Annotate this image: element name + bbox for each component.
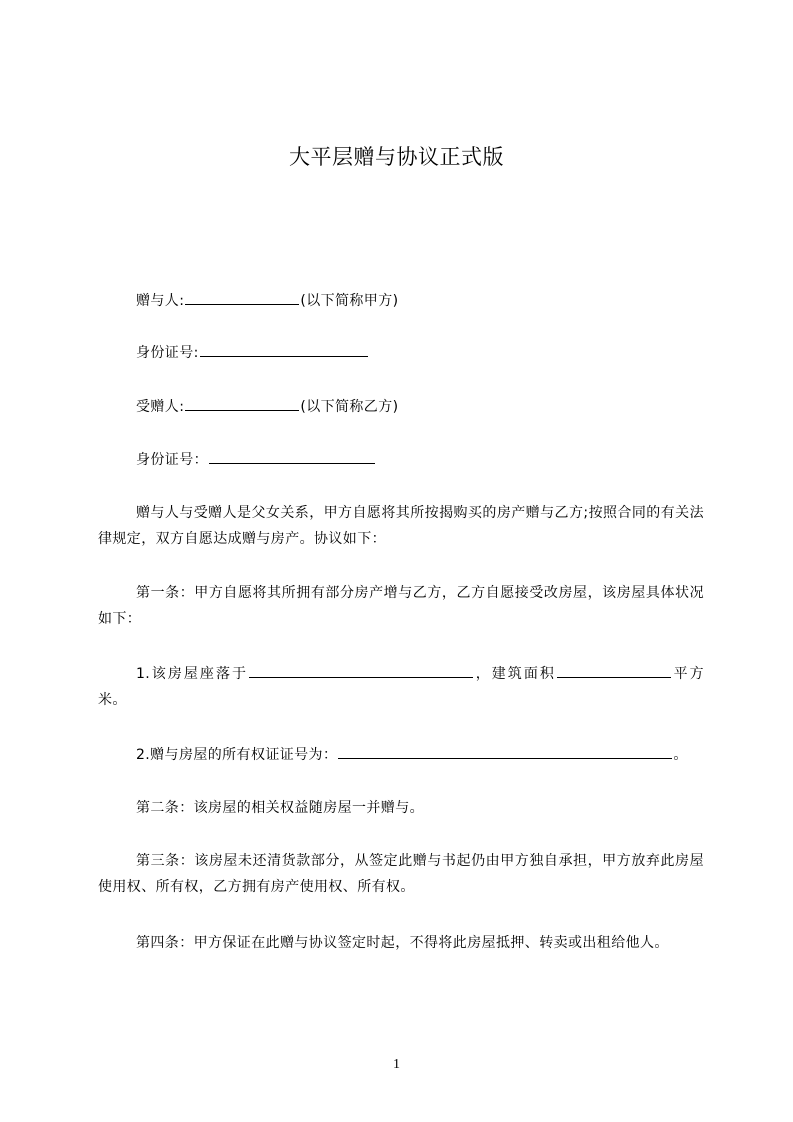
- item-2-suffix: 。: [673, 747, 688, 763]
- donor-name-blank: [185, 290, 299, 305]
- donee-id-label: 身份证号：: [136, 452, 208, 468]
- article-2: 第二条：该房屋的相关权益随房屋一并赠与。: [136, 800, 424, 816]
- certificate-number-blank: [338, 744, 672, 759]
- donee-id-line: [98, 447, 704, 473]
- article-3: 第三条：该房屋未还清货款部分，从签定此赠与书起仍由甲方独自承担，甲方放弃此房屋使用权、所有权，乙方拥有房产使用权、所有权。: [98, 853, 704, 895]
- article-4: 第四条：甲方保证在此赠与协议签定时起，不得将此房屋抵押、转卖或出租给他人。: [136, 935, 669, 951]
- article-1: 第一条：甲方自愿将其所拥有部分房产增与乙方，乙方自愿接受改房屋，该房屋具体状况如下：: [98, 585, 704, 627]
- page-number: 1: [393, 1057, 400, 1072]
- item-1-suffix: 平方米。: [98, 666, 705, 708]
- item-1: [98, 661, 704, 713]
- donor-line: [98, 288, 704, 314]
- item-2: [98, 742, 704, 768]
- donee-id-blank: [209, 449, 375, 464]
- donee-suffix: (以下简称乙方): [300, 399, 399, 415]
- item-1-middle: ，建筑面积: [474, 666, 556, 682]
- donor-suffix: (以下简称甲方): [300, 293, 399, 309]
- donee-name-blank: [185, 396, 299, 411]
- donor-label: 赠与人:: [136, 293, 185, 309]
- donee-line: [98, 394, 704, 420]
- donor-id-label: 身份证号:: [136, 345, 199, 361]
- donor-id-line: [98, 340, 704, 366]
- intro-paragraph: 赠与人与受赠人是父女关系，甲方自愿将其所按揭购买的房产赠与乙方;按照合同的有关法律规定，双方自愿达成赠与房产。协议如下：: [98, 505, 704, 547]
- item-2-prefix: 2.赠与房屋的所有权证证号为：: [136, 747, 338, 763]
- donee-label: 受赠人:: [136, 399, 185, 415]
- item-1-prefix: 1.该房屋座落于: [136, 666, 249, 682]
- area-blank: [557, 663, 671, 678]
- donor-id-blank: [200, 342, 368, 357]
- document-title: 大平层赠与协议正式版: [289, 145, 504, 169]
- location-blank: [249, 663, 473, 678]
